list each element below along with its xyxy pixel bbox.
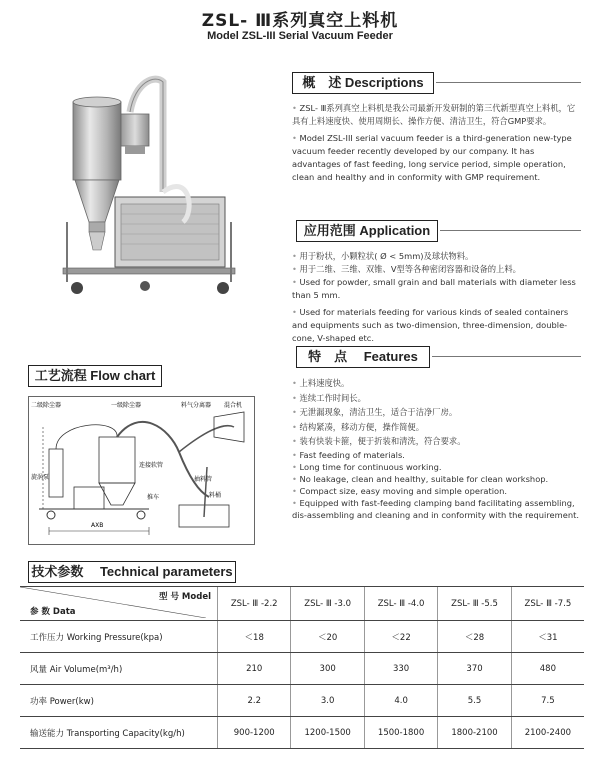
table-corner-cell [20, 587, 218, 621]
flow-label-bin: 料桶 [209, 492, 222, 499]
table-cell: ＜20 [291, 621, 364, 653]
table-header-row [20, 587, 584, 621]
model-header: ZSL- Ⅲ -7.5 [511, 587, 584, 621]
flowchart-box [28, 396, 255, 545]
params-table [20, 586, 584, 749]
table-cell: 900-1200 [218, 717, 291, 749]
features-item: 无泄漏现象，清洁卫生，适合于洁净厂房。 [299, 407, 458, 417]
flow-label-mixer: 混合机 [224, 402, 243, 409]
table-cell: 300 [291, 653, 364, 685]
table-cell: 210 [218, 653, 291, 685]
corner-data-label: 参 数 Data [30, 607, 76, 617]
table-cell: 2100-2400 [511, 717, 584, 749]
features-item: Long time for continuous working. [299, 461, 442, 472]
model-header: ZSL- Ⅲ -5.5 [438, 587, 511, 621]
flowchart-heading: 工艺流程 Flow chart [28, 365, 162, 387]
descriptions-cn: ZSL- Ⅲ系列真空上料机是我公司最新开发研制的第三代新型真空上料机，它具有上料速度快、使用周期长、操作方便、清洁卫生，符合GMP要求。 [292, 103, 576, 126]
table-cell: 1200-1500 [291, 717, 364, 749]
table-cell: 4.0 [364, 685, 437, 717]
row-label: 风量 Air Volume(m³/h) [20, 653, 218, 685]
features-heading: 特 点 Features [296, 346, 430, 368]
application-item: 用于二维、三维、双锥、V型等各种密闭容器和设备的上料。 [299, 264, 521, 274]
params-heading: 技术参数 Technical parameters [28, 561, 236, 583]
row-label: 工作压力 Working Pressure(kpa) [20, 621, 218, 653]
flowchart-diagram [29, 397, 254, 544]
features-item: 结构紧凑，移动方便，操作简便。 [299, 421, 425, 432]
application-item: Used for materials feeding for various kinds of sealed containers and equipments such as two-dimension, three-dimension, double-cone, V-shaped etc. [292, 307, 569, 343]
table-cell: ＜28 [438, 621, 511, 653]
table-cell: ＜18 [218, 621, 291, 653]
features-item: 连续工作时间长。 [299, 392, 366, 403]
features-list: • 上料速度快。 • 连续工作时间长。 • 无泄漏现象，清洁卫生，适合于洁净厂房。 • 结构紧凑，移动方便，操作简便。 • 装有快装卡箍，便于折装和清洗，符合要求。 • Fast feeding of materials. • Long time for continuous working. • No leakage, clean and healthy, suitable for clean workshop. • Compact size, easy moving and simple operation. • Equipped with fast-feeding clamping band facilitating assembling, dis-assembling and cleaning and in conformity with the requirement. [292, 378, 579, 520]
application-divider [440, 230, 581, 231]
page-title: ZSL- Ⅲ系列真空上料机 [201, 11, 399, 31]
features-divider [432, 356, 581, 357]
page-subtitle: Model ZSL-III Serial Vacuum Feeder [207, 30, 393, 42]
application-item: 用于粉状，小颗粒状( Ø < 5mm)及球状物料。 [299, 251, 474, 261]
descriptions-heading: 概 述 Descriptions [292, 72, 434, 94]
flow-label-separator: 料气分离器 [181, 402, 212, 409]
features-item: Compact size, easy moving and simple operation. [299, 485, 508, 496]
features-item: Fast feeding of materials. [299, 449, 405, 460]
table-row [20, 621, 584, 653]
model-header: ZSL- Ⅲ -3.0 [291, 587, 364, 621]
row-label: 输送能力 Transporting Capacity(kg/h) [20, 717, 218, 749]
row-label: 功率 Power(kw) [20, 685, 218, 717]
table-cell: 3.0 [291, 685, 364, 717]
table-cell: 480 [511, 653, 584, 685]
flow-label-secondary-dust: 二级除尘器 [31, 402, 62, 409]
flow-label-cart: 推车 [147, 494, 160, 501]
table-cell: ＜31 [511, 621, 584, 653]
table-row [20, 685, 584, 717]
application-item: Used for powder, small grain and ball materials with diameter less than 5 mm. [292, 277, 576, 300]
table-cell: 330 [364, 653, 437, 685]
flow-label-pump: 旋涡泵 [31, 474, 50, 481]
table-cell: 1800-2100 [438, 717, 511, 749]
features-item: 上料速度快。 [299, 378, 350, 388]
descriptions-divider [436, 82, 581, 83]
flow-label-suction: 抽料管 [194, 476, 213, 483]
flow-label-primary-dust: 一级除尘器 [111, 402, 142, 409]
features-item: Equipped with fast-feeding clamping band facilitating assembling, dis-assembling and cleaning and in conformity with the requirement. [292, 497, 579, 520]
corner-model-label: 型 号 Model [159, 592, 211, 602]
features-item: 装有快装卡箍，便于折装和清洗，符合要求。 [299, 436, 466, 446]
vacuum-feeder-illustration [55, 72, 245, 300]
application-list: • 用于粉状，小颗粒状( Ø < 5mm)及球状物料。 • 用于二维、三维、双锥、V型等各种密闭容器和设备的上料。 • Used for powder, small grain and ball materials with diameter less than 5 mm. • Used for materials feeding for various kinds of sealed containers and equipments such as two-dimension, three-dimension, double-cone, V-shaped etc. [292, 251, 576, 343]
table-row [20, 653, 584, 685]
descriptions-text: • ZSL- Ⅲ系列真空上料机是我公司最新开发研制的第三代新型真空上料机，它具有上料速度快、使用周期长、操作方便、清洁卫生，符合GMP要求。 • Model ZSL-III serial vacuum feeder is a third-generation new-type vacuum feeder recently developed by our company. It has advantages of fast feeding, long service period, simple operation, clean and healthy and in conformity with GMP requirement. [292, 103, 576, 182]
table-cell: 7.5 [511, 685, 584, 717]
table-cell: 1500-1800 [364, 717, 437, 749]
table-cell: 370 [438, 653, 511, 685]
descriptions-en: Model ZSL-III serial vacuum feeder is a third-generation new-type vacuum feeder recently developed by our company. It has advantages of fast feeding, long service period, simple operation, clean and healthy and in conformity with GMP requirement. [292, 133, 572, 182]
table-cell: ＜22 [364, 621, 437, 653]
flow-label-dimension: AXB [91, 522, 104, 529]
features-item: No leakage, clean and healthy, suitable for clean workshop. [299, 473, 549, 484]
model-header: ZSL- Ⅲ -2.2 [218, 587, 291, 621]
table-cell: 2.2 [218, 685, 291, 717]
application-heading: 应用范围 Application [296, 220, 438, 242]
table-cell: 5.5 [438, 685, 511, 717]
table-row [20, 717, 584, 749]
flow-label-hose: 连接软管 [139, 462, 164, 469]
model-header: ZSL- Ⅲ -4.0 [364, 587, 437, 621]
